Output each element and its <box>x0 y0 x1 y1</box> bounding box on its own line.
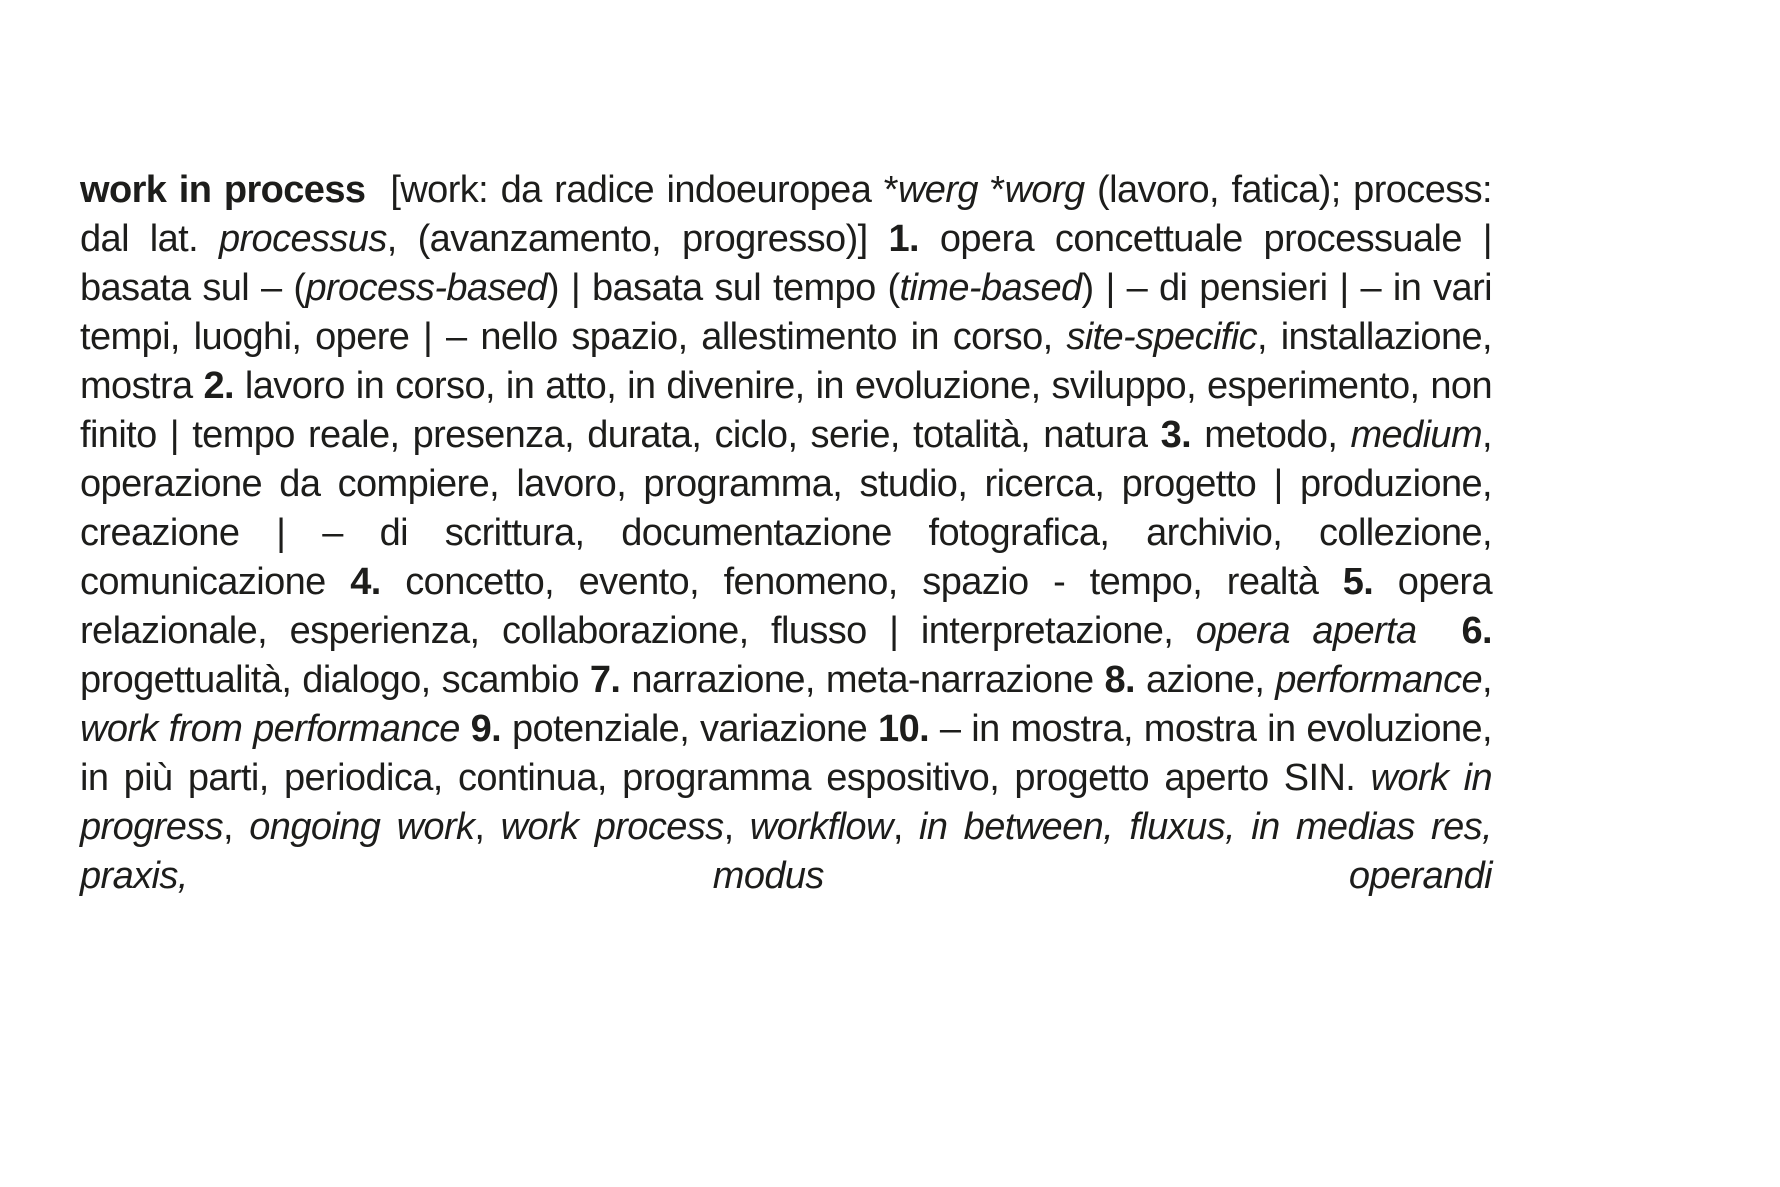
text-run: opera relazionale, esperienza, collaborazione, flusso | interpretazione, <box>80 561 1492 652</box>
text-run: performance <box>1275 659 1483 701</box>
text-run: metodo, <box>1191 414 1351 456</box>
text-run: worg <box>1004 169 1085 211</box>
text-run: 4. <box>350 561 381 603</box>
text-run: 7. <box>589 659 621 701</box>
text-run: workflow <box>749 806 893 848</box>
text-run: ongoing work <box>249 806 475 848</box>
text-run: progettualità, dialogo, scambio <box>80 659 590 701</box>
text-run: 8. <box>1104 659 1135 701</box>
text-run: , <box>892 806 920 848</box>
dictionary-entry-text <box>80 166 1492 901</box>
text-run: potenziale, variazione <box>501 708 879 750</box>
text-run: work from performance <box>80 708 460 750</box>
text-run: 5. <box>1342 561 1374 603</box>
text-run <box>460 708 471 750</box>
text-run: [work: da radice indoeuropea * <box>365 169 898 211</box>
text-run: werg <box>897 169 978 211</box>
text-run: (lavoro, fatica); process: dal lat. <box>80 169 1492 260</box>
text-run: opera concettuale processuale | basata sul – ( <box>80 218 1492 309</box>
text-run: , installazione, mostra <box>80 316 1492 407</box>
text-run: , operazione da compiere, lavoro, programma, studio, ricerca, progetto | produzione, creazione | – di scrittura, documentazione fotografica, archivio, collezione, comunicazione <box>80 414 1492 603</box>
text-run: 3. <box>1160 414 1192 456</box>
text-run: ) | basata sul tempo ( <box>546 267 900 309</box>
text-run: medium <box>1350 414 1483 456</box>
text-run: 10. <box>878 708 930 750</box>
text-run: , <box>723 806 750 848</box>
text-run: lavoro in corso, in atto, in divenire, in evoluzione, sviluppo, esperimento, non finito | tempo reale, presenza, durata, ciclo, serie, totalità, natura <box>80 365 1492 456</box>
text-run: 9. <box>470 708 502 750</box>
text-run: work in progress <box>80 757 1492 848</box>
text-run: site-specific <box>1066 316 1258 358</box>
text-run: concetto, evento, fenomeno, spazio - tempo, realtà <box>380 561 1343 603</box>
text-run: azione, <box>1135 659 1276 701</box>
text-run <box>1417 610 1462 652</box>
text-run: time-based <box>899 267 1082 309</box>
text-run: , <box>474 806 501 848</box>
text-run: , (avanzamento, progresso)] <box>386 218 889 260</box>
text-run: narrazione, meta-narrazione <box>620 659 1105 701</box>
text-run: , <box>223 806 250 848</box>
text-run: ) | – di pensieri | – in vari tempi, luoghi, opere | – nello spazio, allestimento in corso, <box>80 267 1492 358</box>
text-run: 1. <box>888 218 919 260</box>
text-run: processus <box>218 218 387 260</box>
text-run: * <box>977 169 1005 211</box>
text-run: in between, fluxus, in medias res, praxis, modus operandi <box>80 806 1492 897</box>
text-run: 6. <box>1461 610 1492 652</box>
text-run: work in process <box>80 169 366 211</box>
text-run: 2. <box>203 365 234 407</box>
text-run: work process <box>500 806 724 848</box>
text-run: process-based <box>305 267 547 309</box>
text-run: opera aperta <box>1195 610 1417 652</box>
text-run: – in mostra, mostra in evoluzione, in più parti, periodica, continua, programma espositivo, progetto aperto SIN. <box>80 708 1492 799</box>
text-run: , <box>1482 659 1492 701</box>
